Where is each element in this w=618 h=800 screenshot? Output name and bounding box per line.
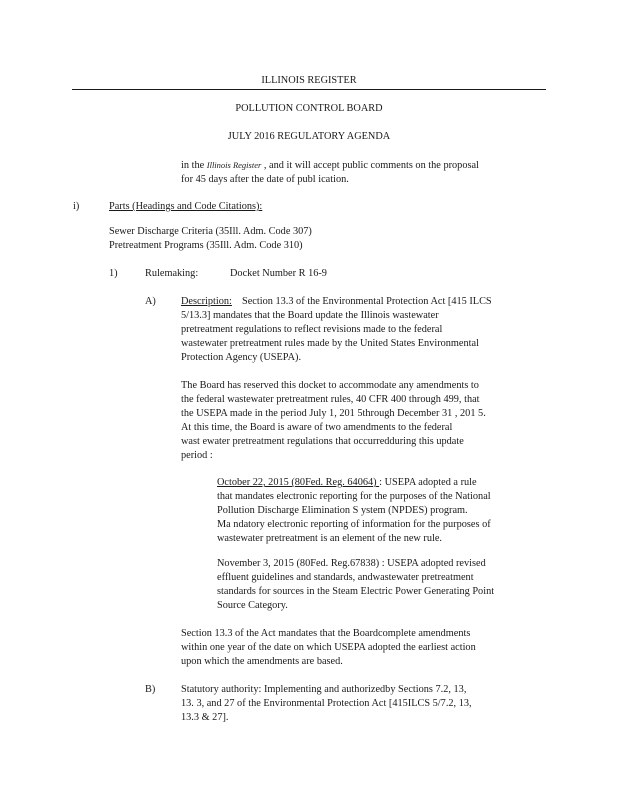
item-a-marker: A) (145, 296, 156, 307)
item-1-marker: 1) (109, 268, 118, 279)
illinois-register-italic: Illinois Register (206, 160, 262, 170)
description-line-1: Section 13.3 of the Environmental Protection Act [415 ILCS (242, 296, 492, 307)
description-label: Description: (181, 296, 232, 307)
header-rule (72, 89, 546, 90)
mandate-para-line-3: upon which the amendments are based. (181, 656, 343, 667)
intro-post: , and it will accept public comments on the proposal (261, 160, 479, 171)
amendment-2-line-1: November 3, 2015 (80Fed. Reg.67838) : USEPA adopted revised (217, 558, 486, 569)
amendment-1-citation: October 22, 2015 (80Fed. Reg. 64064) (217, 477, 380, 488)
intro-line-2: for 45 days after the date of publ ication. (181, 174, 349, 185)
mandate-para-line-1: Section 13.3 of the Act mandates that the Boardcomplete amendments (181, 628, 471, 639)
amendment-1-line-2: that mandates electronic reporting for the purposes of the National (217, 491, 491, 502)
amendment-2-line-3: standards for sources in the Steam Electric Power Generating Point (217, 586, 495, 597)
header-agenda: JULY 2016 REGULATORY AGENDA (227, 131, 391, 142)
rulemaking-label: Rulemaking: (145, 268, 199, 279)
description-line-2: 5/13.3] mandates that the Board update the Illinois wastewater (181, 310, 439, 321)
amendment-1-line-1 (217, 477, 477, 489)
item-b-marker: B) (145, 684, 156, 695)
docket-para-line-5: wast ewater pretreatment regulations that occurredduring this update (181, 436, 464, 447)
amendment-2-line-4: Source Category. (217, 600, 288, 611)
docket-para-line-1: The Board has reserved this docket to accommodate any amendments to (181, 380, 479, 391)
description-line-4: wastewater pretreatment rules made by the United States Environmental (181, 338, 479, 349)
statutory-authority-line-1: Statutory authority: Implementing and authorizedby Sections 7.2, 13, (181, 684, 467, 695)
amendment-1-line-3: Pollution Discharge Elimination S ystem (NPDES) program. (217, 505, 468, 516)
amendment-1-line-4: Ma ndatory electronic reporting of information for the purposes of (217, 519, 491, 530)
amendment-1-line-5: wastewater pretreatment is an element of the new rule. (217, 533, 443, 544)
intro-line-1 (181, 159, 479, 172)
header-title: ILLINOIS REGISTER (261, 75, 357, 86)
amendment-2-line-2: effluent guidelines and standards, andwastewater pretreatment (217, 572, 474, 583)
docket-para-line-2: the federal wastewater pretreatment rules, 40 CFR 400 through 499, that (181, 394, 480, 405)
mandate-para-line-2: within one year of the date on which USEPA adopted the earliest action (181, 642, 476, 653)
docket-para-line-3: the USEPA made in the period July 1, 201 5through December 31 , 201 5. (181, 408, 486, 419)
part-310: Pretreatment Programs (35Ill. Adm. Code 310) (109, 240, 303, 251)
docket-para-line-6: period : (181, 450, 213, 461)
description-line-5: Protection Agency (USEPA). (181, 352, 302, 363)
part-307: Sewer Discharge Criteria (35Ill. Adm. Code 307) (109, 226, 312, 237)
section-i-title: Parts (Headings and Code Citations): (109, 201, 263, 212)
intro-pre: in the (181, 160, 207, 171)
section-i-marker: i) (73, 201, 80, 212)
docket-para-line-4: At this time, the Board is aware of two amendments to the federal (181, 422, 453, 433)
statutory-authority-line-2: 13. 3, and 27 of the Environmental Protection Act [415ILCS 5/7.2, 13, (181, 698, 472, 709)
docket-number: Docket Number R 16-9 (230, 268, 327, 279)
amendment-1-summary-start: : USEPA adopted a rule (379, 477, 477, 488)
header-board: POLLUTION CONTROL BOARD (235, 103, 383, 114)
description-line-3: pretreatment regulations to reflect revisions made to the federal (181, 324, 443, 335)
statutory-authority-line-3: 13.3 & 27]. (181, 712, 229, 723)
